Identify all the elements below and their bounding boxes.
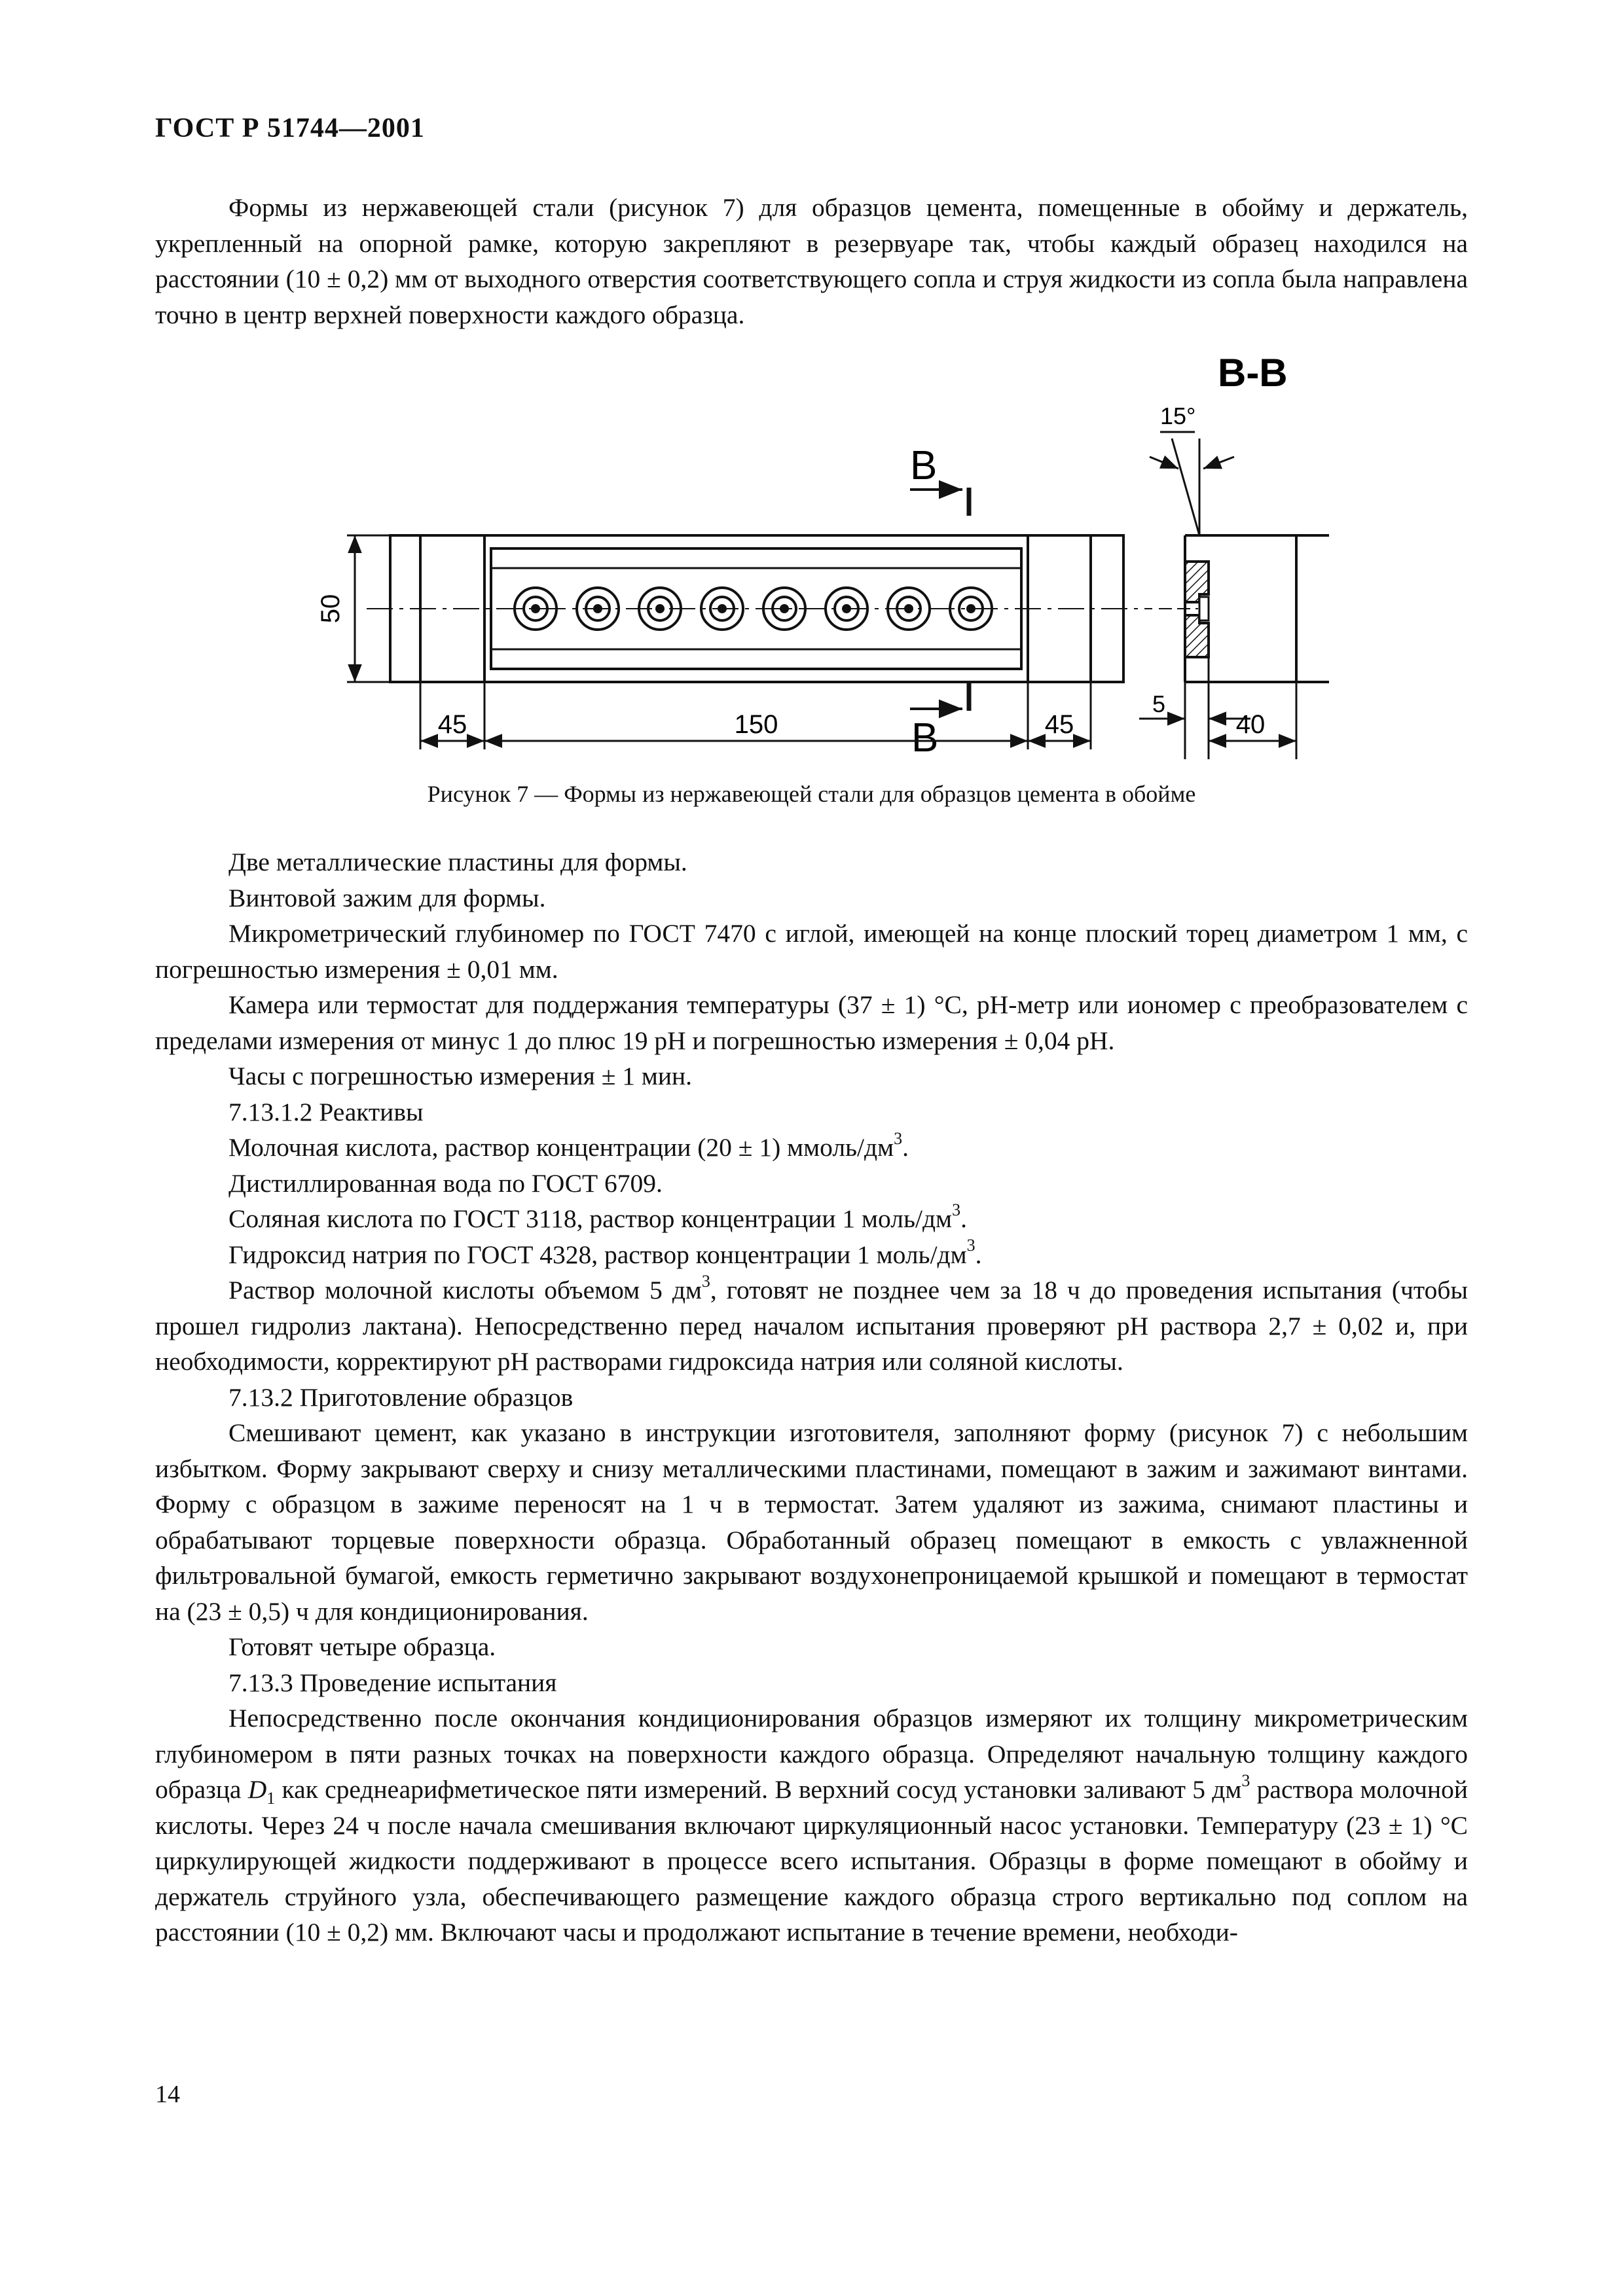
dimension-left-label: 45 xyxy=(437,710,467,739)
document-header: ГОСТ Р 51744—2001 xyxy=(155,113,425,143)
section-dim-width-label: 40 xyxy=(1235,710,1266,739)
section-hatch-lower xyxy=(1185,615,1209,657)
cut-marker-bottom xyxy=(910,682,969,711)
paragraph-clock: Часы с погрешностью измерения ± 1 мин. xyxy=(228,1062,693,1090)
specimen-holes xyxy=(515,588,992,630)
page-number: 14 xyxy=(155,2081,180,2108)
body-text xyxy=(155,844,1468,1950)
paragraph-plates: Две металлические пластины для формы. xyxy=(228,848,687,876)
paragraph-solution: Раствор молочной кислоты объемом 5 $дм^3$, готовят не позднее чем за 18 ч до проведения испытания (чтобы прошел гидролиз лактана). Непосредственно перед началом испытания проверяют pH раствора 2,7 ± 0,02 и, при необходимости, корректируют pH растворами гидроксида натрия или соляной кислоты. xyxy=(155,1271,1468,1376)
dimension-right-label: 45 xyxy=(1044,710,1074,739)
paragraph-four-samples: Готовят четыре образца. xyxy=(228,1632,496,1661)
paragraph-thermostat: Камера или термостат для поддержания температуры (37 ± 1) °С, pH-метр или иономер с преобразователем с пределами измерения от минус 1 до плюс 19 pH и погрешностью измерения ± 0,04 pH. xyxy=(155,990,1468,1055)
heading-reagents: 7.13.1.2 Реактивы xyxy=(228,1097,424,1126)
paragraph-depth-gauge: Микрометрический глубиномер по ГОСТ 7470 с иглой, имеющей на конце плоский торец диаметром 1 мм, с погрешностью измерения ± 0,01 мм. xyxy=(155,919,1468,984)
heading-test: 7.13.3 Проведение испытания xyxy=(228,1668,557,1697)
paragraph-clamp: Винтовой зажим для формы. xyxy=(228,883,546,912)
dimension-middle-label: 150 xyxy=(734,710,778,739)
heading-preparation: 7.13.2 Приготовление образцов xyxy=(228,1382,574,1412)
cut-label-top: В xyxy=(910,443,938,488)
figure-caption: Рисунок 7 — Формы из нержавеющей стали для образцов цемента в обойме xyxy=(427,781,1196,807)
paragraph-sodium-hydroxide: Гидроксид натрия по ГОСТ 4328, раствор концентрации 1 моль/$дм^3$. xyxy=(228,1236,982,1269)
paragraph-water: Дистиллированная вода по ГОСТ 6709. xyxy=(228,1168,663,1198)
paragraph-lactic-acid: Молочная кислота, раствор концентрации (20 ± 1) ммоль/$дм^3$. xyxy=(228,1128,909,1162)
cut-marker-top xyxy=(910,488,969,516)
paragraph-test: Непосредственно после окончания кондиционирования образцов измеряют их толщину микрометрическим глубиномером в пяти разных точках на поверхности каждого образца. Определяют начальную толщину каждого образца $D_1$ как среднеарифметическое пяти измерений. В верхний сосуд установки заливают 5 $дм^3$ раствора молочной кислоты. Через 24 ч после начала смешивания включают циркуляционный насос установки. Температуру (23 ± 1) °С циркулирующей жидкости поддерживают в процессе всего испытания. Образцы в форме помещают в обойму и держатель струйного узла, обеспечивающего размещение каждого образца строго вертикально под соплом на расстоянии (10 ± 0,2) мм. Включают часы и продолжают испытание в течение времени, необходи- xyxy=(155,1704,1468,1946)
section-angle-label: 15° xyxy=(1160,403,1196,429)
intro-paragraph: Формы из нержавеющей стали (рисунок 7) для образцов цемента, помещенные в обойму и держатель, укрепленный на опорной рамке, которую закрепляют в резервуаре так, чтобы каждый образец находился на расстоянии (10 ± 0,2) мм от выходного отверстия соответствующего сопла и струя жидкости из сопла была направлена точно в центр верхней поверхности каждого образца. xyxy=(155,193,1468,329)
section-title: В-В xyxy=(1218,351,1288,395)
paragraph-hydrochloric: Соляная кислота по ГОСТ 3118, раствор концентрации 1 моль/$дм^3$. xyxy=(228,1200,967,1233)
section-dim-small-label: 5 xyxy=(1152,691,1166,717)
section-view xyxy=(1150,432,1329,682)
cut-label-bottom: В xyxy=(911,715,939,761)
intro-paragraph-block xyxy=(155,190,1468,332)
paragraph-preparation: Смешивают цемент, как указано в инструкции изготовителя, заполняют форму (рисунок 7) с небольшим избытком. Форму закрывают сверху и снизу металлическими пластинами, помещают в зажим и зажимают винтами. Форму с образцом в зажиме переносят на 1 ч в термостат. Затем удаляют из зажима, снимают пластины и обрабатывают торцевые поверхности образца. Обработанный образец помещают в емкость с увлажненной фильтровальной бумагой, емкость герметично закрывают воздухонепроницаемой крышкой и помещают в термостат на (23 ± 0,5) ч для кондиционирования. xyxy=(155,1418,1468,1626)
plan-view xyxy=(367,535,1152,682)
dimension-height-label: 50 xyxy=(316,594,345,624)
figure-7-drawing xyxy=(308,340,1329,766)
